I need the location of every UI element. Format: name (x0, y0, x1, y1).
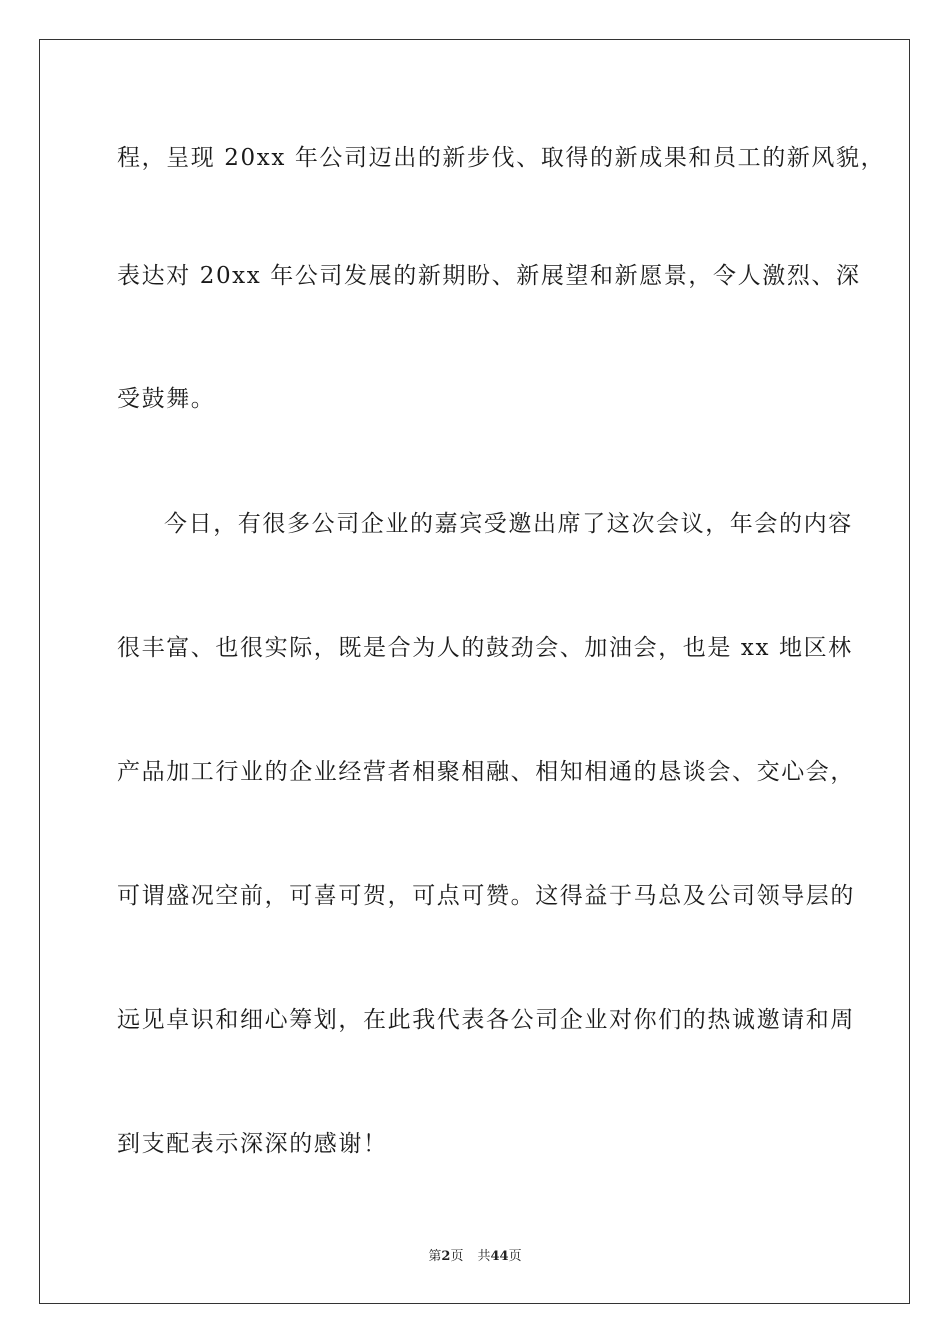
page-number-suffix: 页 (450, 1249, 464, 1264)
paragraph-2-line-5: 远见卓识和细心筹划，在此我代表各公司企业对你们的热诚邀请和周 (117, 1007, 855, 1033)
paragraph-2-line-3: 产品加工行业的企业经营者相聚相融、相知相通的恳谈会、交心会， (117, 759, 855, 785)
total-pages-prefix: 共 (477, 1249, 491, 1264)
total-pages-suffix: 页 (508, 1249, 522, 1264)
paragraph-1-line-1: 程，呈现 20xx 年公司迈出的新步伐、取得的新成果和员工的新风貌， (117, 145, 886, 171)
paragraph-2-line-1: 今日，有很多公司企业的嘉宾受邀出席了这次会议，年会的内容 (164, 511, 853, 537)
paragraph-1-line-3: 受鼓舞。 (117, 386, 216, 412)
page-footer (0, 1248, 950, 1266)
total-pages-number: 44 (490, 1249, 509, 1264)
page-number-prefix: 第 (428, 1249, 442, 1264)
current-page-number: 2 (441, 1249, 451, 1264)
paragraph-2-line-6: 到支配表示深深的感谢！ (117, 1131, 388, 1157)
page-border (39, 39, 910, 1304)
paragraph-2-line-2: 很丰富、也很实际，既是合为人的鼓劲会、加油会，也是 xx 地区林 (117, 635, 853, 661)
paragraph-2-line-4: 可谓盛况空前，可喜可贺，可点可赞。这得益于马总及公司领导层的 (117, 883, 855, 909)
paragraph-1-line-2: 表达对 20xx 年公司发展的新期盼、新展望和新愿景，令人激烈、深 (117, 263, 861, 289)
